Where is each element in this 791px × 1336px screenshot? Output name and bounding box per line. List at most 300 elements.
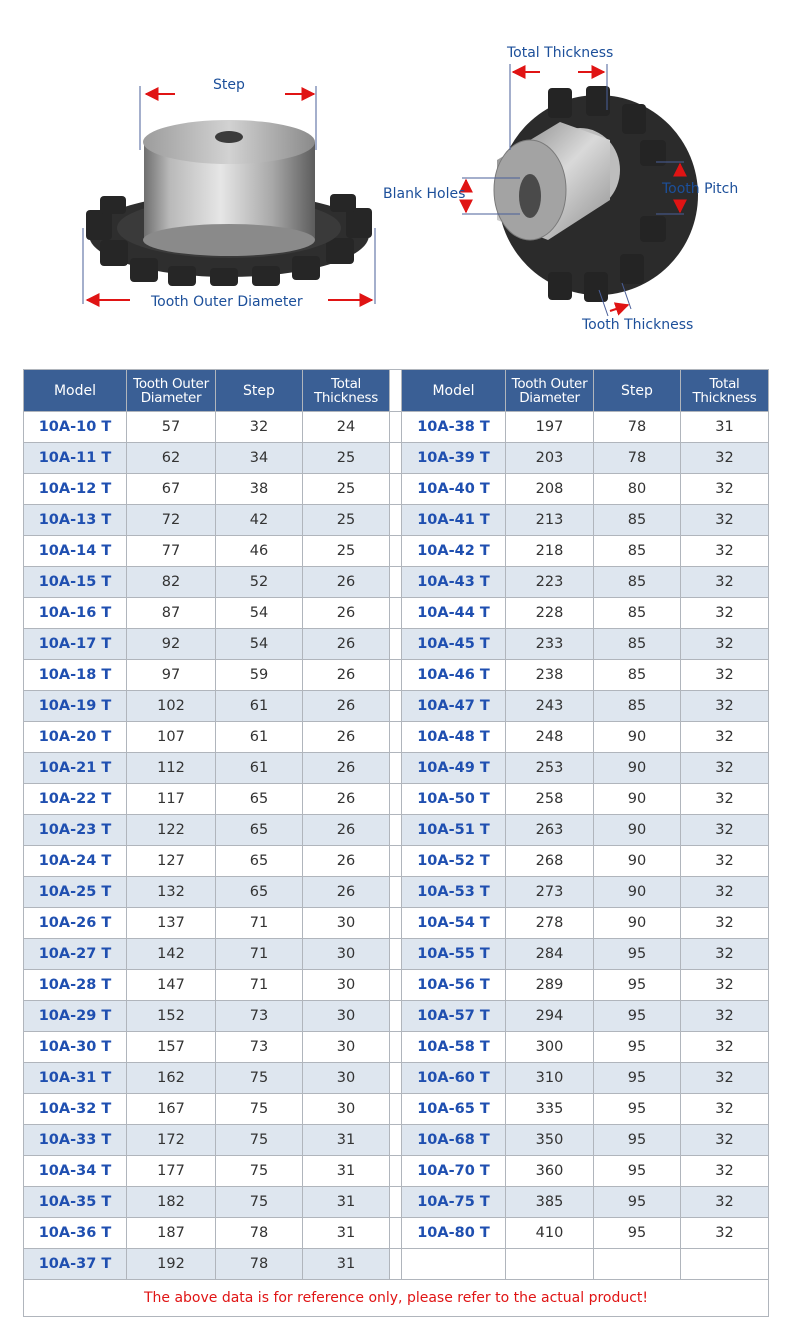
right-model-cell: 10A-54 T bbox=[402, 908, 506, 939]
right-model-cell: 10A-43 T bbox=[402, 567, 506, 598]
left-diameter-cell: 62 bbox=[127, 443, 216, 474]
right-empty-cell bbox=[402, 1249, 506, 1280]
right-step-cell: 95 bbox=[594, 1125, 681, 1156]
left-diameter-cell: 152 bbox=[127, 1001, 216, 1032]
table-row bbox=[24, 1094, 769, 1125]
left-diameter-cell: 157 bbox=[127, 1032, 216, 1063]
column-gap bbox=[390, 536, 402, 567]
left-model-cell: 10A-20 T bbox=[24, 722, 127, 753]
left-model-cell: 10A-10 T bbox=[24, 412, 127, 443]
left-step-cell: 71 bbox=[216, 970, 303, 1001]
left-step-cell: 73 bbox=[216, 1001, 303, 1032]
column-gap bbox=[390, 660, 402, 691]
column-gap bbox=[390, 1032, 402, 1063]
right-step-cell: 85 bbox=[594, 629, 681, 660]
right-diameter-cell: 289 bbox=[506, 970, 594, 1001]
column-gap bbox=[390, 1094, 402, 1125]
left-thickness-cell: 26 bbox=[303, 877, 390, 908]
right-empty-cell bbox=[506, 1249, 594, 1280]
right-step-cell: 90 bbox=[594, 753, 681, 784]
table-row bbox=[24, 567, 769, 598]
right-thickness-cell: 32 bbox=[681, 722, 769, 753]
step-label: Step bbox=[213, 77, 245, 93]
left-step-cell: 71 bbox=[216, 908, 303, 939]
table-body bbox=[24, 412, 769, 1280]
column-gap bbox=[390, 598, 402, 629]
column-gap bbox=[390, 877, 402, 908]
right-model-cell: 10A-52 T bbox=[402, 846, 506, 877]
left-diameter-cell: 182 bbox=[127, 1187, 216, 1218]
left-diameter-cell: 177 bbox=[127, 1156, 216, 1187]
left-step-cell: 61 bbox=[216, 691, 303, 722]
left-step-cell: 78 bbox=[216, 1218, 303, 1249]
right-diameter-cell: 385 bbox=[506, 1187, 594, 1218]
right-thickness-cell: 32 bbox=[681, 1094, 769, 1125]
left-step-cell: 75 bbox=[216, 1094, 303, 1125]
right-model-cell: 10A-44 T bbox=[402, 598, 506, 629]
right-model-cell: 10A-70 T bbox=[402, 1156, 506, 1187]
left-step-cell: 61 bbox=[216, 753, 303, 784]
table-row bbox=[24, 846, 769, 877]
left-thickness-cell: 30 bbox=[303, 1001, 390, 1032]
right-model-cell: 10A-42 T bbox=[402, 536, 506, 567]
right-step-cell: 95 bbox=[594, 1001, 681, 1032]
left-thickness-cell: 26 bbox=[303, 598, 390, 629]
left-diameter-cell: 142 bbox=[127, 939, 216, 970]
right-step-cell: 85 bbox=[594, 691, 681, 722]
right-diameter-cell: 360 bbox=[506, 1156, 594, 1187]
left-model-cell: 10A-17 T bbox=[24, 629, 127, 660]
right-step-cell: 95 bbox=[594, 1187, 681, 1218]
left-thickness-cell: 25 bbox=[303, 536, 390, 567]
left-diameter-cell: 97 bbox=[127, 660, 216, 691]
left-sprocket-image bbox=[86, 120, 372, 286]
right-step-cell: 90 bbox=[594, 784, 681, 815]
right-step-cell: 95 bbox=[594, 1094, 681, 1125]
left-step-cell: 71 bbox=[216, 939, 303, 970]
left-step-cell: 38 bbox=[216, 474, 303, 505]
left-step-cell: 65 bbox=[216, 877, 303, 908]
table-row bbox=[24, 412, 769, 443]
right-model-cell: 10A-56 T bbox=[402, 970, 506, 1001]
table-row bbox=[24, 970, 769, 1001]
footnote-row bbox=[24, 1280, 769, 1317]
right-step-cell: 95 bbox=[594, 1218, 681, 1249]
left-model-cell: 10A-31 T bbox=[24, 1063, 127, 1094]
left-thickness-cell: 26 bbox=[303, 815, 390, 846]
right-thickness-cell: 32 bbox=[681, 908, 769, 939]
left-step-cell: 32 bbox=[216, 412, 303, 443]
table-row bbox=[24, 1218, 769, 1249]
column-gap bbox=[390, 1001, 402, 1032]
left-step-cell: 54 bbox=[216, 629, 303, 660]
right-step-cell: 85 bbox=[594, 598, 681, 629]
right-thickness-cell: 32 bbox=[681, 1156, 769, 1187]
right-model-cell: 10A-48 T bbox=[402, 722, 506, 753]
sprocket-spec-table bbox=[23, 369, 769, 1317]
table-header-row bbox=[24, 370, 769, 412]
header-tooth-outer-diameter bbox=[127, 370, 216, 412]
column-gap bbox=[390, 1156, 402, 1187]
table-row bbox=[24, 877, 769, 908]
right-model-cell: 10A-40 T bbox=[402, 474, 506, 505]
left-diameter-cell: 102 bbox=[127, 691, 216, 722]
table-row bbox=[24, 815, 769, 846]
right-empty-cell bbox=[594, 1249, 681, 1280]
left-thickness-cell: 26 bbox=[303, 753, 390, 784]
right-diameter-cell: 263 bbox=[506, 815, 594, 846]
column-gap bbox=[390, 1249, 402, 1280]
left-model-cell: 10A-30 T bbox=[24, 1032, 127, 1063]
left-step-cell: 34 bbox=[216, 443, 303, 474]
header-step-right: Step bbox=[594, 370, 681, 412]
left-step-cell: 54 bbox=[216, 598, 303, 629]
tooth-outer-diameter-label: Tooth Outer Diameter bbox=[151, 294, 303, 310]
left-diameter-cell: 147 bbox=[127, 970, 216, 1001]
right-model-cell: 10A-68 T bbox=[402, 1125, 506, 1156]
left-step-cell: 75 bbox=[216, 1156, 303, 1187]
left-thickness-cell: 31 bbox=[303, 1125, 390, 1156]
right-step-cell: 80 bbox=[594, 474, 681, 505]
column-gap bbox=[390, 474, 402, 505]
left-step-cell: 59 bbox=[216, 660, 303, 691]
column-gap bbox=[390, 753, 402, 784]
table-row bbox=[24, 753, 769, 784]
right-step-cell: 90 bbox=[594, 908, 681, 939]
left-diameter-cell: 112 bbox=[127, 753, 216, 784]
right-diameter-cell: 228 bbox=[506, 598, 594, 629]
right-model-cell: 10A-80 T bbox=[402, 1218, 506, 1249]
left-diameter-cell: 187 bbox=[127, 1218, 216, 1249]
left-thickness-cell: 26 bbox=[303, 567, 390, 598]
left-diameter-cell: 67 bbox=[127, 474, 216, 505]
right-thickness-cell: 32 bbox=[681, 660, 769, 691]
right-model-cell: 10A-39 T bbox=[402, 443, 506, 474]
right-thickness-cell: 32 bbox=[681, 691, 769, 722]
left-step-cell: 65 bbox=[216, 784, 303, 815]
left-step-cell: 52 bbox=[216, 567, 303, 598]
header-model: Model bbox=[24, 370, 127, 412]
left-thickness-cell: 30 bbox=[303, 939, 390, 970]
left-model-cell: 10A-15 T bbox=[24, 567, 127, 598]
left-step-cell: 42 bbox=[216, 505, 303, 536]
right-model-cell: 10A-75 T bbox=[402, 1187, 506, 1218]
right-thickness-cell: 32 bbox=[681, 443, 769, 474]
left-thickness-cell: 24 bbox=[303, 412, 390, 443]
left-diameter-cell: 162 bbox=[127, 1063, 216, 1094]
left-thickness-cell: 26 bbox=[303, 629, 390, 660]
column-gap bbox=[390, 784, 402, 815]
right-thickness-cell: 32 bbox=[681, 474, 769, 505]
right-diameter-cell: 213 bbox=[506, 505, 594, 536]
table-row bbox=[24, 691, 769, 722]
left-model-cell: 10A-35 T bbox=[24, 1187, 127, 1218]
right-diameter-cell: 253 bbox=[506, 753, 594, 784]
right-diameter-cell: 273 bbox=[506, 877, 594, 908]
right-model-cell: 10A-47 T bbox=[402, 691, 506, 722]
right-thickness-cell: 32 bbox=[681, 598, 769, 629]
table-row bbox=[24, 722, 769, 753]
left-diameter-cell: 92 bbox=[127, 629, 216, 660]
right-model-cell: 10A-58 T bbox=[402, 1032, 506, 1063]
right-diameter-cell: 223 bbox=[506, 567, 594, 598]
right-thickness-cell: 32 bbox=[681, 939, 769, 970]
left-step-cell: 46 bbox=[216, 536, 303, 567]
left-thickness-cell: 25 bbox=[303, 505, 390, 536]
column-gap bbox=[390, 908, 402, 939]
right-model-cell: 10A-65 T bbox=[402, 1094, 506, 1125]
column-gap bbox=[390, 1125, 402, 1156]
right-thickness-cell: 32 bbox=[681, 629, 769, 660]
column-gap bbox=[390, 691, 402, 722]
right-thickness-cell: 32 bbox=[681, 970, 769, 1001]
left-model-cell: 10A-28 T bbox=[24, 970, 127, 1001]
left-diameter-cell: 127 bbox=[127, 846, 216, 877]
left-model-cell: 10A-23 T bbox=[24, 815, 127, 846]
right-empty-cell bbox=[681, 1249, 769, 1280]
right-step-cell: 85 bbox=[594, 505, 681, 536]
right-thickness-cell: 31 bbox=[681, 412, 769, 443]
right-step-cell: 90 bbox=[594, 722, 681, 753]
right-diameter-cell: 243 bbox=[506, 691, 594, 722]
right-model-cell: 10A-60 T bbox=[402, 1063, 506, 1094]
tooth-thickness-label: Tooth Thickness bbox=[582, 317, 694, 333]
right-thickness-cell: 32 bbox=[681, 505, 769, 536]
right-diameter-cell: 410 bbox=[506, 1218, 594, 1249]
column-gap bbox=[390, 567, 402, 598]
right-thickness-cell: 32 bbox=[681, 784, 769, 815]
header-tooth-outer-diameter-line2: Diameter bbox=[140, 389, 202, 406]
left-model-cell: 10A-12 T bbox=[24, 474, 127, 505]
left-diameter-cell: 172 bbox=[127, 1125, 216, 1156]
left-model-cell: 10A-27 T bbox=[24, 939, 127, 970]
column-gap bbox=[390, 1063, 402, 1094]
left-diameter-cell: 87 bbox=[127, 598, 216, 629]
left-model-cell: 10A-26 T bbox=[24, 908, 127, 939]
right-thickness-cell: 32 bbox=[681, 877, 769, 908]
table-row bbox=[24, 474, 769, 505]
right-step-cell: 95 bbox=[594, 1156, 681, 1187]
right-diameter-cell: 284 bbox=[506, 939, 594, 970]
table-row bbox=[24, 939, 769, 970]
right-diameter-cell: 197 bbox=[506, 412, 594, 443]
right-diameter-cell: 268 bbox=[506, 846, 594, 877]
sprocket-dimension-illustration bbox=[0, 0, 791, 350]
left-model-cell: 10A-21 T bbox=[24, 753, 127, 784]
right-thickness-cell: 32 bbox=[681, 1001, 769, 1032]
left-model-cell: 10A-36 T bbox=[24, 1218, 127, 1249]
right-model-cell: 10A-41 T bbox=[402, 505, 506, 536]
left-thickness-cell: 26 bbox=[303, 691, 390, 722]
header-tooth-outer-diameter-right-line2: Diameter bbox=[519, 389, 580, 406]
column-gap bbox=[390, 412, 402, 443]
left-diameter-cell: 167 bbox=[127, 1094, 216, 1125]
table-row bbox=[24, 443, 769, 474]
header-model-right: Model bbox=[402, 370, 506, 412]
left-thickness-cell: 25 bbox=[303, 443, 390, 474]
left-model-cell: 10A-19 T bbox=[24, 691, 127, 722]
table-row bbox=[24, 598, 769, 629]
right-thickness-cell: 32 bbox=[681, 536, 769, 567]
left-model-cell: 10A-29 T bbox=[24, 1001, 127, 1032]
left-thickness-cell: 31 bbox=[303, 1249, 390, 1280]
left-step-cell: 73 bbox=[216, 1032, 303, 1063]
left-step-cell: 75 bbox=[216, 1063, 303, 1094]
column-gap bbox=[390, 722, 402, 753]
total-thickness-label: Total Thickness bbox=[507, 45, 614, 61]
right-diameter-cell: 248 bbox=[506, 722, 594, 753]
column-gap bbox=[390, 443, 402, 474]
right-diameter-cell: 335 bbox=[506, 1094, 594, 1125]
right-diameter-cell: 350 bbox=[506, 1125, 594, 1156]
table-row bbox=[24, 1249, 769, 1280]
left-diameter-cell: 82 bbox=[127, 567, 216, 598]
left-step-cell: 65 bbox=[216, 815, 303, 846]
header-step: Step bbox=[216, 370, 303, 412]
header-tooth-outer-diameter-right bbox=[506, 370, 594, 412]
left-diameter-cell: 107 bbox=[127, 722, 216, 753]
left-thickness-cell: 26 bbox=[303, 784, 390, 815]
right-thickness-cell: 32 bbox=[681, 1218, 769, 1249]
left-diameter-cell: 192 bbox=[127, 1249, 216, 1280]
header-tooth-outer-diameter-line1: Tooth Outer bbox=[133, 375, 209, 392]
table-row bbox=[24, 1001, 769, 1032]
table-row bbox=[24, 908, 769, 939]
left-thickness-cell: 26 bbox=[303, 722, 390, 753]
tooth-pitch-label: Tooth Pitch bbox=[662, 181, 739, 197]
right-thickness-cell: 32 bbox=[681, 1032, 769, 1063]
left-diameter-cell: 72 bbox=[127, 505, 216, 536]
column-gap bbox=[390, 815, 402, 846]
left-model-cell: 10A-11 T bbox=[24, 443, 127, 474]
left-thickness-cell: 25 bbox=[303, 474, 390, 505]
table-row bbox=[24, 629, 769, 660]
right-step-cell: 78 bbox=[594, 412, 681, 443]
right-thickness-cell: 32 bbox=[681, 567, 769, 598]
right-model-cell: 10A-45 T bbox=[402, 629, 506, 660]
left-step-cell: 65 bbox=[216, 846, 303, 877]
right-model-cell: 10A-49 T bbox=[402, 753, 506, 784]
right-diameter-cell: 300 bbox=[506, 1032, 594, 1063]
left-model-cell: 10A-32 T bbox=[24, 1094, 127, 1125]
header-tooth-outer-diameter-right-line1: Tooth Outer bbox=[511, 375, 588, 392]
right-diameter-cell: 258 bbox=[506, 784, 594, 815]
column-gap bbox=[390, 505, 402, 536]
header-total-thickness-right-line2: Thickness bbox=[692, 389, 757, 406]
right-thickness-cell: 32 bbox=[681, 1187, 769, 1218]
right-diameter-cell: 278 bbox=[506, 908, 594, 939]
right-step-cell: 78 bbox=[594, 443, 681, 474]
left-diameter-cell: 57 bbox=[127, 412, 216, 443]
left-thickness-cell: 26 bbox=[303, 660, 390, 691]
left-model-cell: 10A-18 T bbox=[24, 660, 127, 691]
left-diameter-cell: 117 bbox=[127, 784, 216, 815]
right-model-cell: 10A-50 T bbox=[402, 784, 506, 815]
right-model-cell: 10A-46 T bbox=[402, 660, 506, 691]
right-step-cell: 90 bbox=[594, 846, 681, 877]
left-thickness-cell: 31 bbox=[303, 1156, 390, 1187]
column-gap bbox=[390, 1187, 402, 1218]
right-step-cell: 90 bbox=[594, 877, 681, 908]
left-model-cell: 10A-25 T bbox=[24, 877, 127, 908]
right-thickness-cell: 32 bbox=[681, 846, 769, 877]
left-model-cell: 10A-24 T bbox=[24, 846, 127, 877]
right-diameter-cell: 238 bbox=[506, 660, 594, 691]
table-row bbox=[24, 1187, 769, 1218]
left-thickness-cell: 30 bbox=[303, 970, 390, 1001]
blank-holes-label: Blank Holes bbox=[383, 186, 466, 202]
left-diameter-cell: 137 bbox=[127, 908, 216, 939]
right-step-cell: 95 bbox=[594, 1032, 681, 1063]
right-diameter-cell: 233 bbox=[506, 629, 594, 660]
column-gap bbox=[390, 370, 402, 412]
left-model-cell: 10A-14 T bbox=[24, 536, 127, 567]
left-diameter-cell: 77 bbox=[127, 536, 216, 567]
left-step-cell: 75 bbox=[216, 1125, 303, 1156]
left-step-cell: 75 bbox=[216, 1187, 303, 1218]
table-row bbox=[24, 505, 769, 536]
right-thickness-cell: 32 bbox=[681, 1125, 769, 1156]
left-model-cell: 10A-13 T bbox=[24, 505, 127, 536]
left-thickness-cell: 26 bbox=[303, 846, 390, 877]
right-diameter-cell: 294 bbox=[506, 1001, 594, 1032]
left-model-cell: 10A-22 T bbox=[24, 784, 127, 815]
left-diameter-cell: 132 bbox=[127, 877, 216, 908]
table-row bbox=[24, 536, 769, 567]
table-row bbox=[24, 1156, 769, 1187]
right-thickness-cell: 32 bbox=[681, 1063, 769, 1094]
header-total-thickness-right-line1: Total bbox=[709, 375, 740, 392]
right-diameter-cell: 310 bbox=[506, 1063, 594, 1094]
table-row bbox=[24, 1125, 769, 1156]
left-thickness-cell: 30 bbox=[303, 1094, 390, 1125]
column-gap bbox=[390, 629, 402, 660]
right-thickness-cell: 32 bbox=[681, 815, 769, 846]
column-gap bbox=[390, 1218, 402, 1249]
right-model-cell: 10A-38 T bbox=[402, 412, 506, 443]
left-model-cell: 10A-33 T bbox=[24, 1125, 127, 1156]
left-thickness-cell: 30 bbox=[303, 1032, 390, 1063]
left-step-cell: 78 bbox=[216, 1249, 303, 1280]
header-total-thickness-line1: Total bbox=[330, 375, 362, 392]
left-thickness-cell: 31 bbox=[303, 1187, 390, 1218]
table-row bbox=[24, 660, 769, 691]
right-step-cell: 85 bbox=[594, 536, 681, 567]
right-diameter-cell: 203 bbox=[506, 443, 594, 474]
header-total-thickness-line2: Thickness bbox=[313, 389, 379, 406]
right-model-cell: 10A-53 T bbox=[402, 877, 506, 908]
column-gap bbox=[390, 970, 402, 1001]
right-step-cell: 90 bbox=[594, 815, 681, 846]
table-row bbox=[24, 1032, 769, 1063]
right-step-cell: 85 bbox=[594, 567, 681, 598]
right-model-cell: 10A-55 T bbox=[402, 939, 506, 970]
right-step-cell: 85 bbox=[594, 660, 681, 691]
left-thickness-cell: 30 bbox=[303, 1063, 390, 1094]
header-total-thickness-right bbox=[681, 370, 769, 412]
right-step-cell: 95 bbox=[594, 1063, 681, 1094]
left-step-cell: 61 bbox=[216, 722, 303, 753]
sprocket-drawings bbox=[0, 0, 791, 350]
left-model-cell: 10A-16 T bbox=[24, 598, 127, 629]
left-model-cell: 10A-37 T bbox=[24, 1249, 127, 1280]
left-thickness-cell: 30 bbox=[303, 908, 390, 939]
header-total-thickness bbox=[303, 370, 390, 412]
right-diameter-cell: 208 bbox=[506, 474, 594, 505]
right-diameter-cell: 218 bbox=[506, 536, 594, 567]
footnote-text: The above data is for reference only, please refer to the actual product! bbox=[24, 1280, 769, 1317]
right-step-cell: 95 bbox=[594, 970, 681, 1001]
